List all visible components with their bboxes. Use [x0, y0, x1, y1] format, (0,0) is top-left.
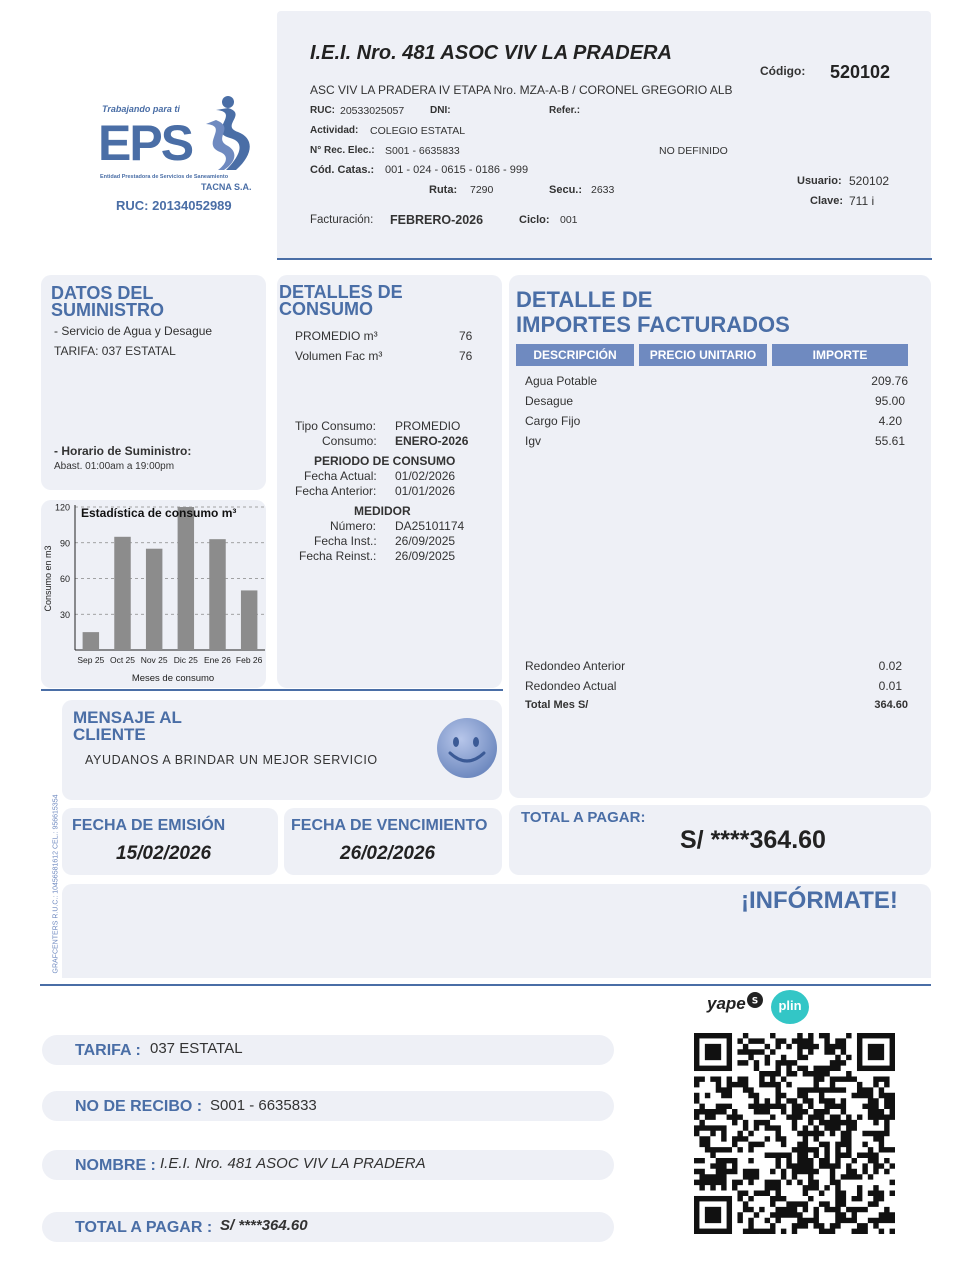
- plin-logo: [771, 990, 809, 1024]
- fecha-reinst-label: Fecha Reinst.:: [299, 549, 377, 563]
- chart-xlabel: Meses de consumo: [131, 673, 215, 684]
- informate-divider: [40, 984, 931, 986]
- wave-logo-icon: [196, 94, 254, 172]
- logo-subtitle: Entidad Prestadora de Servicios de Saneamiento: [100, 174, 229, 180]
- chart-xtick-label: Nov 25: [140, 655, 168, 665]
- col-precio: PRECIO UNITARIO: [639, 344, 767, 366]
- chart-ytick-label: 60: [59, 574, 70, 584]
- suministro-title: [51, 285, 164, 319]
- consumo-title-line1: DETALLES DE: [279, 282, 403, 302]
- refer-label: Refer.:: [549, 105, 581, 116]
- logo-tagline: Trabajando para ti: [102, 104, 180, 114]
- rec-elec-value: S001 - 6635833: [385, 145, 460, 157]
- yape-s-badge-icon: [747, 992, 763, 1008]
- company-logo: [96, 94, 256, 216]
- fecha-reinst-value: 26/09/2025: [395, 549, 456, 563]
- footer-total-label: TOTAL A PAGAR :: [75, 1219, 213, 1236]
- redondeo-anterior-label: Redondeo Anterior: [525, 659, 626, 673]
- importe-label-cargo-fijo: Cargo Fijo: [525, 414, 581, 428]
- catas-value: 001 - 024 - 0615 - 0186 - 999: [385, 164, 529, 176]
- fecha-inst-value: 26/09/2025: [395, 534, 456, 548]
- ruc-label: RUC:: [310, 105, 335, 116]
- tipo-consumo-value: PROMEDIO: [395, 419, 461, 433]
- rec-elec-label: N° Rec. Elec.:: [310, 145, 375, 156]
- consumption-chart: [41, 492, 271, 690]
- secu-label: Secu.:: [549, 184, 583, 196]
- horario-label: - Horario de Suministro:: [54, 444, 192, 458]
- chart-bar: [114, 537, 130, 650]
- col-importe: IMPORTE: [772, 344, 908, 366]
- header-divider: [277, 258, 932, 260]
- footer-recibo-label: NO DE RECIBO :: [75, 1098, 203, 1115]
- footer-tarifa-value: 037 ESTATAL: [150, 1040, 243, 1057]
- chart-xtick-label: Dic 25: [173, 655, 198, 665]
- mensaje-text: AYUDANOS A BRINDAR UN MEJOR SERVICIO: [85, 753, 378, 767]
- footer-total-value: S/ ****364.60: [220, 1217, 308, 1234]
- chart-bar: [241, 590, 257, 650]
- logo-company: TACNA S.A.: [201, 182, 252, 192]
- vencimiento-value: 26/02/2026: [340, 843, 436, 864]
- horario-value: Abast. 01:00am a 19:00pm: [54, 461, 175, 472]
- mensaje-title-line1: MENSAJE AL: [73, 708, 182, 727]
- facturacion-label: Facturación:: [310, 214, 374, 226]
- importe-value-igv: 55.61: [874, 434, 905, 448]
- chart-bar: [178, 507, 194, 650]
- fecha-inst-label: Fecha Inst.:: [314, 534, 377, 548]
- chart-bar: [146, 549, 162, 650]
- numero-value: DA25101174: [395, 519, 465, 533]
- servicio-text: - Servicio de Agua y Desague: [54, 324, 213, 338]
- fecha-actual-value: 01/02/2026: [395, 469, 456, 483]
- importe-value-agua: 209.76: [871, 374, 908, 388]
- qr-finder-pattern: [697, 1199, 730, 1232]
- importe-value-desague: 95.00: [874, 394, 905, 408]
- smiley-icon: [436, 717, 498, 779]
- mensaje-title-line2: CLIENTE: [73, 725, 146, 744]
- volumen-label: Volumen Fac m³: [295, 349, 383, 363]
- ciclo-label: Ciclo:: [519, 214, 550, 226]
- chart-xtick-label: Oct 25: [109, 655, 136, 665]
- chart-ytick-label: 30: [59, 609, 70, 620]
- qr-finder-pattern: [697, 1036, 730, 1069]
- ciclo-value: 001: [560, 214, 578, 226]
- mid-divider: [41, 689, 503, 691]
- total-mes-value: 364.60: [874, 699, 908, 711]
- importes-title-line2: IMPORTES FACTURADOS: [516, 312, 790, 337]
- printer-side-text: GRAFCENTERS R.U.C.: 10456581612 CEL.: 956615354: [52, 794, 60, 974]
- total-mes-label: Total Mes S/: [525, 699, 589, 711]
- chart-title: Estadística de consumo m³: [81, 506, 237, 520]
- redondeo-actual-value: 0.01: [878, 679, 902, 693]
- medidor-title: MEDIDOR: [354, 504, 411, 518]
- fecha-actual-label: Fecha Actual:: [304, 469, 377, 483]
- total-value: S/ ****364.60: [680, 826, 826, 854]
- clave-label: Clave:: [810, 195, 844, 207]
- redondeo-anterior-value: 0.02: [878, 659, 902, 673]
- importes-title-line1: DETALLE DE: [516, 287, 653, 312]
- logo-ruc: RUC: 20134052989: [116, 198, 232, 213]
- ruta-label: Ruta:: [429, 184, 458, 196]
- numero-label: Número:: [330, 519, 377, 533]
- suministro-title-line2: SUMINISTRO: [51, 300, 165, 320]
- importe-label-agua: Agua Potable: [525, 374, 598, 388]
- redondeo-actual-label: Redondeo Actual: [525, 679, 617, 693]
- importes-title: [516, 287, 790, 337]
- codigo-label: Código:: [760, 64, 806, 78]
- chart-bar: [209, 539, 225, 650]
- ruc-value: 20533025057: [340, 105, 405, 117]
- chart-xtick-label: Sep 25: [77, 655, 105, 665]
- logo-name: EPS: [98, 115, 193, 171]
- consumo-value: ENERO-2026: [395, 434, 469, 448]
- client-address: ASC VIV LA PRADERA IV ETAPA Nro. MZA-A-B / CORONEL GREGORIO ALB: [310, 83, 733, 97]
- yape-text: yape: [707, 994, 746, 1013]
- chart-ytick-label: 90: [59, 538, 70, 549]
- emision-label: FECHA DE EMISIÓN: [72, 817, 226, 834]
- tipo-consumo-label: Tipo Consumo:: [295, 419, 376, 433]
- chart-ytick-label: 120: [54, 502, 70, 513]
- plin-text: plin: [778, 998, 802, 1013]
- footer-nombre-label: NOMBRE :: [75, 1157, 156, 1174]
- chart-xtick-label: Feb 26: [235, 655, 263, 665]
- periodo-title: PERIODO DE CONSUMO: [314, 454, 456, 468]
- usuario-label: Usuario:: [797, 175, 842, 187]
- codigo-value: 520102: [830, 62, 891, 82]
- vencimiento-label: FECHA DE VENCIMIENTO: [291, 817, 488, 834]
- footer-tarifa-label: TARIFA :: [75, 1042, 141, 1059]
- total-label: TOTAL A PAGAR:: [521, 809, 646, 826]
- emision-value: 15/02/2026: [116, 843, 212, 864]
- fecha-anterior-value: 01/01/2026: [395, 484, 456, 498]
- fecha-anterior-label: Fecha Anterior:: [295, 484, 377, 498]
- qr-modules: [694, 1033, 895, 1234]
- promedio-label: PROMEDIO m³: [295, 329, 378, 343]
- suministro-title-line1: DATOS DEL: [51, 283, 154, 303]
- ruta-value: 7290: [470, 184, 494, 196]
- catas-label: Cód. Catas.:: [310, 164, 375, 176]
- consumo-title: [279, 284, 403, 318]
- actividad-value: COLEGIO ESTATAL: [370, 125, 466, 137]
- facturacion-value: FEBRERO-2026: [390, 213, 484, 227]
- secu-value: 2633: [591, 184, 615, 196]
- tarifa-text: TARIFA: 037 ESTATAL: [54, 344, 176, 358]
- actividad-label: Actividad:: [310, 125, 359, 136]
- dni-label: DNI:: [430, 105, 451, 116]
- usuario-value: 520102: [849, 174, 890, 188]
- importe-label-desague: Desague: [525, 394, 574, 408]
- consumo-title-line2: CONSUMO: [279, 299, 373, 319]
- chart-xtick-label: Ene 26: [204, 655, 231, 665]
- footer-nombre-value: I.E.I. Nro. 481 ASOC VIV LA PRADERA: [160, 1155, 426, 1172]
- consumo-label: Consumo:: [322, 434, 377, 448]
- footer-recibo-value: S001 - 6635833: [210, 1097, 317, 1114]
- mensaje-title: [73, 709, 182, 743]
- svg-text:S: S: [751, 996, 759, 1007]
- chart-ylabel: Consumo en m3: [43, 545, 53, 612]
- qr-finder-pattern: [860, 1036, 893, 1069]
- informate-title: ¡INFÓRMATE!: [741, 887, 898, 914]
- importe-label-igv: Igv: [525, 434, 542, 448]
- chart-bar: [83, 632, 99, 650]
- no-definido: NO DEFINIDO: [659, 145, 728, 157]
- promedio-value: 76: [459, 329, 473, 343]
- volumen-value: 76: [459, 349, 473, 363]
- client-name: I.E.I. Nro. 481 ASOC VIV LA PRADERA: [310, 42, 672, 64]
- col-descripcion: DESCRIPCIÓN: [516, 344, 634, 366]
- importe-value-cargo-fijo: 4.20: [878, 414, 902, 428]
- yape-logo: [705, 992, 765, 1020]
- clave-value: 711 i: [849, 194, 875, 208]
- qr-code-icon[interactable]: [694, 1033, 895, 1234]
